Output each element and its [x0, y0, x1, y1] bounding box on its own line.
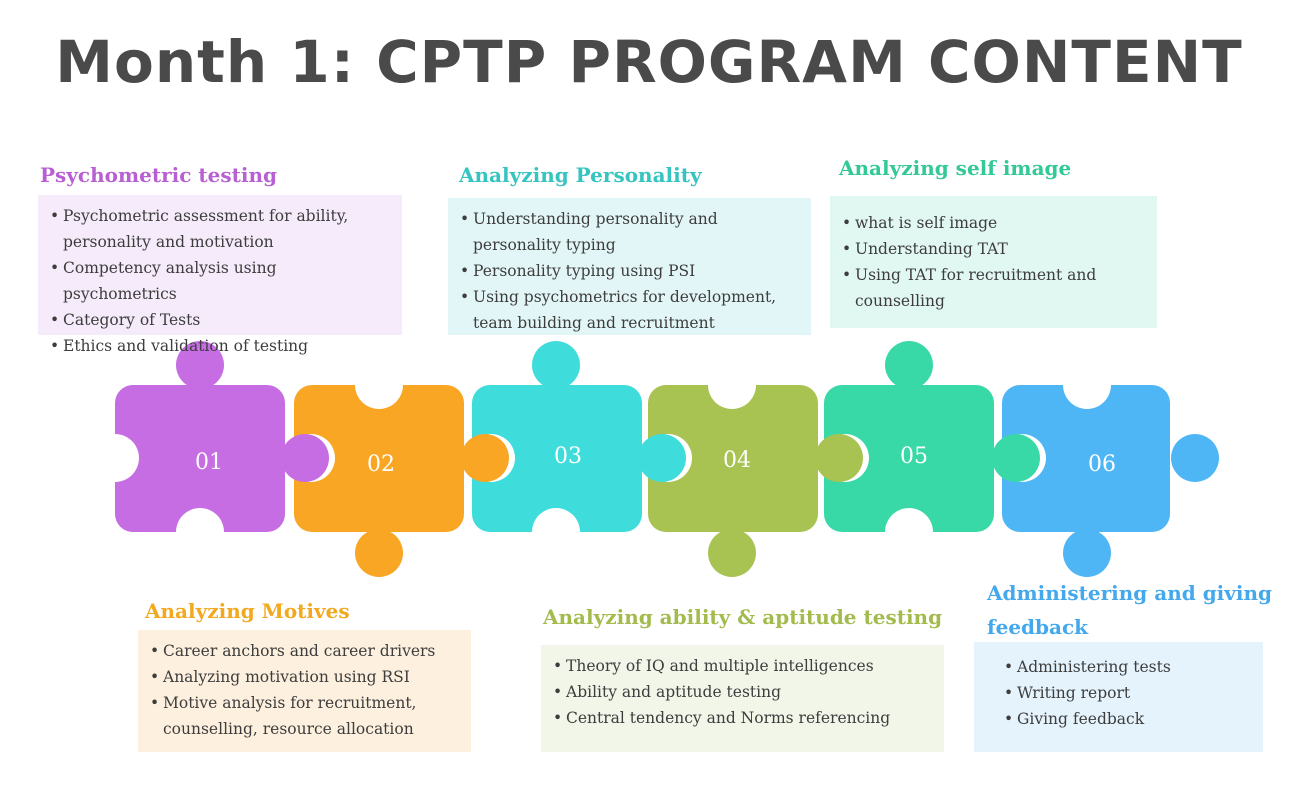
piece-06-bottom-tab	[1063, 529, 1111, 577]
module-list-self-image	[838, 210, 1147, 314]
module-heading-line-2: feedback	[987, 615, 1089, 639]
connector-02-03	[461, 434, 515, 482]
page-title: Month 1: CPTP PROGRAM CONTENT	[55, 28, 1243, 96]
list-item: • Analyzing motivation using RSI	[146, 664, 461, 690]
piece-06-top-notch	[1063, 361, 1111, 409]
piece-03-top-tab	[532, 341, 580, 389]
module-heading-motives: Analyzing Motives	[145, 599, 350, 623]
list-item: • Ability and aptitude testing	[549, 679, 934, 705]
list-item: • Understanding TAT	[838, 236, 1147, 262]
list-item: • Career anchors and career drivers	[146, 638, 461, 664]
list-item: • Giving feedback	[1000, 706, 1253, 732]
piece-04-top-notch	[708, 361, 756, 409]
piece-05-top-tab	[885, 341, 933, 389]
list-item: • Central tendency and Norms referencing	[549, 705, 934, 731]
list-item: • Ethics and validation of testing	[46, 333, 392, 359]
piece-number-05: 05	[900, 444, 928, 469]
connector-05-06	[992, 434, 1046, 482]
module-box-psychometric	[38, 195, 402, 355]
puzzle-piece-01	[91, 341, 285, 556]
list-item: • what is self image	[838, 210, 1147, 236]
list-item: • Understanding personality and	[456, 206, 801, 232]
list-item: • Category of Tests	[46, 307, 392, 333]
list-item: • Motive analysis for recruitment,	[146, 690, 461, 716]
list-item: team building and recruitment	[473, 314, 715, 332]
module-list-personality	[456, 206, 801, 336]
module-box-administering	[974, 642, 1263, 752]
list-item: counselling	[855, 292, 945, 310]
module-list-administering	[1000, 654, 1253, 732]
piece-04-bottom-tab	[708, 529, 756, 577]
piece-06-right-tab	[1171, 434, 1219, 482]
piece-03-bottom-notch	[532, 508, 580, 556]
list-item: • Using TAT for recruitment and	[838, 262, 1147, 288]
list-item: • Writing report	[1000, 680, 1253, 706]
piece-02-top-notch	[355, 361, 403, 409]
module-heading-self-image: Analyzing self image	[839, 156, 1072, 180]
list-item: • Psychometric assessment for ability,	[46, 203, 392, 229]
piece-number-02: 02	[367, 452, 395, 477]
module-list-motives	[146, 638, 461, 742]
module-box-self-image	[830, 196, 1157, 328]
piece-number-03: 03	[554, 444, 582, 469]
list-item: personality typing	[473, 236, 616, 254]
list-item: • Competency analysis using psychometrics	[46, 255, 392, 307]
connector-01-02	[281, 434, 335, 482]
module-heading-personality: Analyzing Personality	[459, 163, 702, 187]
piece-number-04: 04	[723, 448, 751, 473]
piece-number-01: 01	[195, 450, 223, 475]
module-heading-line-1: Administering and giving	[987, 581, 1273, 605]
list-item: • Using psychometrics for development,	[456, 284, 801, 310]
module-box-personality	[448, 198, 811, 335]
list-item: • Theory of IQ and multiple intelligences	[549, 653, 934, 679]
list-item: personality and motivation	[63, 233, 274, 251]
piece-02-bottom-tab	[355, 529, 403, 577]
module-heading-ability: Analyzing ability & aptitude testing	[543, 605, 943, 629]
module-box-motives	[138, 630, 471, 752]
piece-01-left-notch	[91, 434, 139, 482]
module-list-psychometric	[46, 203, 392, 359]
piece-number-06: 06	[1088, 452, 1116, 477]
module-list-ability	[549, 653, 934, 731]
list-item: • Personality typing using PSI	[456, 258, 801, 284]
piece-05-bottom-notch	[885, 508, 933, 556]
connector-04-05	[815, 434, 869, 482]
list-item: counselling, resource allocation	[163, 720, 414, 738]
list-item: • Administering tests	[1000, 654, 1253, 680]
module-box-ability	[541, 645, 944, 752]
module-heading-administering	[987, 576, 1272, 644]
piece-01-bottom-notch	[176, 508, 224, 556]
module-heading-psychometric: Psychometric testing	[40, 163, 277, 187]
connector-03-04	[638, 434, 692, 482]
